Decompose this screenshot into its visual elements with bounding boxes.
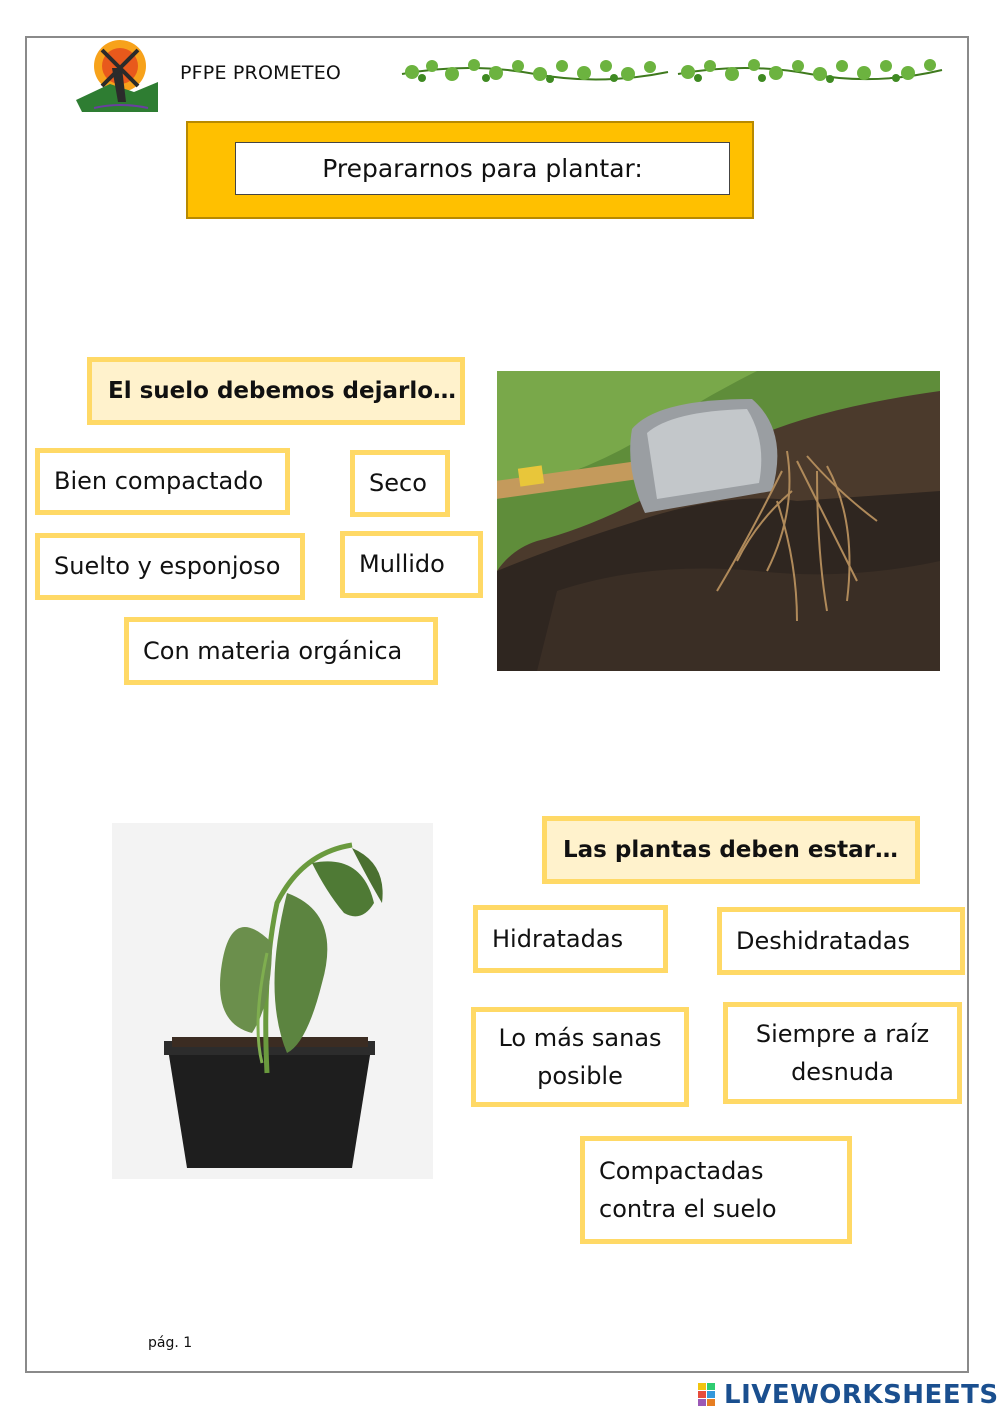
plants-section-heading: Las plantas deben estar… [542, 816, 920, 884]
plants-option-compactadas-suelo[interactable]: Compactadas contra el suelo [580, 1136, 852, 1244]
plants-option-hidratadas[interactable]: Hidratadas [473, 905, 668, 973]
school-name: PFPE PROMETEO [180, 62, 342, 84]
brand-name: LIVEWORKSHEETS [724, 1380, 999, 1410]
soil-section-heading: El suelo debemos dejarlo… [87, 357, 465, 425]
liveworksheets-brand [698, 1380, 999, 1410]
plants-option-deshidratadas[interactable]: Deshidratadas [717, 907, 965, 975]
soil-option-seco[interactable]: Seco [350, 450, 450, 517]
soil-option-materia-organica[interactable]: Con materia orgánica [124, 617, 438, 685]
shovel-soil-roots-photo [497, 371, 940, 671]
plants-option-sanas-posible[interactable]: Lo más sanas posible [471, 1007, 689, 1107]
soil-option-mullido[interactable]: Mullido [340, 531, 483, 598]
wilted-plant-pot-photo [112, 823, 433, 1179]
ivy-vine-border-icon [400, 54, 945, 88]
soil-option-suelto-esponjoso[interactable]: Suelto y esponjoso [35, 533, 305, 600]
liveworksheets-logo-icon [698, 1383, 724, 1407]
windmill-sun-logo-icon [72, 38, 162, 116]
page-title: Prepararnos para plantar: [235, 142, 730, 195]
soil-option-bien-compactado[interactable]: Bien compactado [35, 448, 290, 515]
page-number: pág. 1 [148, 1335, 193, 1351]
plants-option-raiz-desnuda[interactable]: Siempre a raíz desnuda [723, 1002, 962, 1104]
